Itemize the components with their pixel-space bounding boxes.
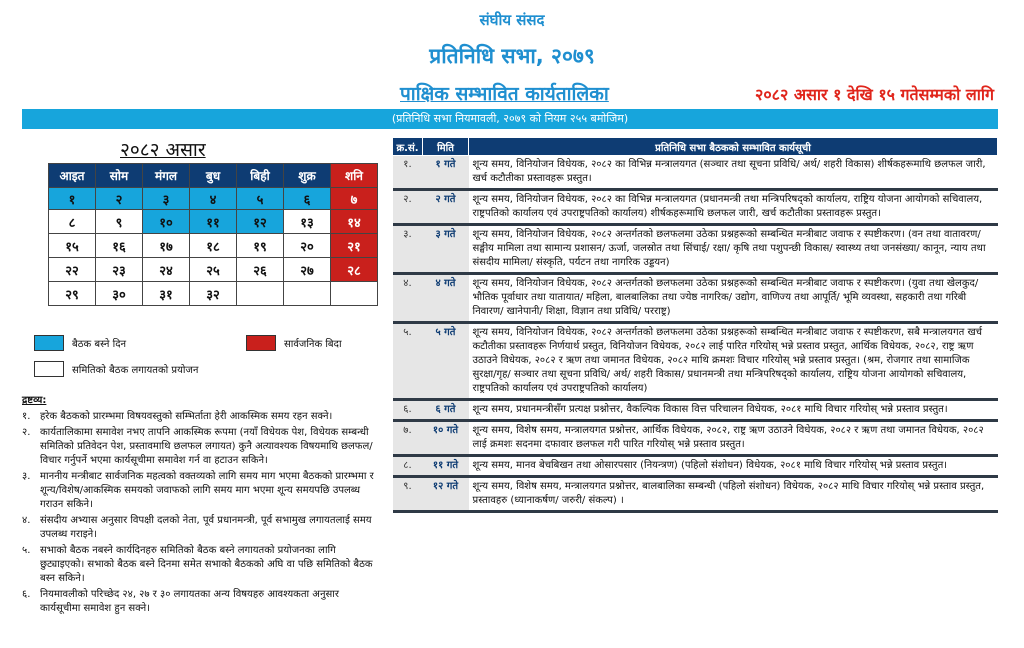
calendar-week [49, 282, 378, 306]
calendar-day: १४ [331, 210, 378, 234]
table-row [393, 456, 998, 477]
weekday-mon: सोम [96, 164, 143, 188]
calendar-day: २९ [49, 282, 96, 306]
calendar-day: १० [143, 210, 190, 234]
calendar-day [237, 282, 284, 306]
calendar-day: ६ [284, 188, 331, 210]
calendar-day: ५ [237, 188, 284, 210]
note-number: ५. [22, 545, 31, 556]
calendar-day [331, 282, 378, 306]
calendar-day: ३२ [190, 282, 237, 306]
row-date: १ गते [423, 156, 469, 190]
row-date: ४ गते [423, 274, 469, 323]
note-text: हरेक बैठकको प्रारम्भमा विषयवस्तुको सम्भिर्ताता हेरी आकस्मिक समय रहन सक्ने। [40, 411, 333, 422]
agenda-header-row [393, 138, 998, 156]
row-agenda: शून्य समय, विशेष समय, मन्त्रालयगत प्रश्नोत्तर, आर्थिक विधेयक, २०८२, राष्ट्र ऋण उठाउने विधेयक, २०८२ र ऋण तथा जमानत विधेयक, २०८२ लाई क्रमशः सदनमा दफावार छलफल गरी पारित गरियोस् भन्ने प्रस्ताव प्रस्तुत। [469, 421, 998, 456]
calendar-week [49, 258, 378, 282]
date-range: २०८२ असार १ देखि १५ गतेसम्मको लागि [755, 85, 994, 104]
table-row [393, 190, 998, 225]
schedule-title: पाक्षिक सम्भावित कार्यतालिका [400, 83, 609, 105]
note-text: सभाको बैठक नबस्ने कार्यदिनहरु समितिको बैठक बस्ने लगायतको प्रयोजनका लागि छुट्याइएको। सभाको बैठक बस्ने दिनमा समेत सभाको बैठकको अघि वा पछि समितिको बैठक बस्न सकिने। [40, 545, 373, 584]
row-agenda: शून्य समय, विनियोजन विधेयक, २०८२ अन्तर्गतको छलफलमा उठेका प्रश्नहरूको सम्बन्धित मन्त्रीबाट जवाफ र स्पष्टीकरण। (वन तथा वातावरण/ सङ्घीय मामिला तथा सामान्य प्रशासन/ ऊर्जा, जलस्रोत तथा सिंचाई/ रक्षा/ कृषि तथा पशुपन्छी विकास/ स्वास्थ्य तथा जनसंख्या/ कानून, न्याय तथा संसदीय मामिला/ संस्कृति, पर्यटन तथा नागरिक उड्डयन) [469, 225, 998, 274]
row-date: ३ गते [423, 225, 469, 274]
row-date: २ गते [423, 190, 469, 225]
row-date: ११ गते [423, 456, 469, 477]
calendar-day: २ [96, 188, 143, 210]
row-agenda: शून्य समय, विनियोजन विधेयक, २०८२ का विभिन्न मन्त्रालयगत (सञ्चार तथा सूचना प्रविधि/ अर्थ/ शहरी विकास) शीर्षकहरूमाथि छलफल जारी, खर्च कटौतीका प्रस्तावहरू प्रस्तुत। [469, 156, 998, 190]
calendar-day: ३० [96, 282, 143, 306]
calendar-day: २१ [331, 234, 378, 258]
note-item [22, 426, 380, 468]
note-number: ६. [22, 589, 31, 600]
table-row [393, 400, 998, 421]
legend-meeting [34, 335, 126, 351]
legend-committee-label: समितिको बैठक लगायतको प्रयोजन [72, 365, 199, 376]
calendar-day: ९ [96, 210, 143, 234]
calendar-day [284, 282, 331, 306]
note-text: संसदीय अभ्यास अनुसार विपक्षी दलको नेता, पूर्व प्रधानमन्त्री, पूर्व सभामुख लगायतलाई समय उपलब्ध गराइने। [40, 515, 372, 540]
weekday-fri: शुक्र [284, 164, 331, 188]
calendar-day: १२ [237, 210, 284, 234]
table-row [393, 156, 998, 190]
notes-section [22, 394, 380, 618]
row-serial: ५. [393, 323, 423, 400]
legend-committee [34, 361, 198, 377]
row-agenda: शून्य समय, विशेष समय, मन्त्रालयगत प्रश्नोत्तर, बालबालिका सम्बन्धी (पहिलो संशोधन) विधेयक, २०८२ माथि विचार गरियोस् भन्ने प्रस्ताव प्रस्तुत, प्रस्तावहरु (ध्यानाकर्षण/ जरुरी/ संकल्प) । [469, 477, 998, 512]
note-item [22, 588, 380, 616]
table-row [393, 421, 998, 456]
table-row [393, 477, 998, 512]
weekday-wed: बुध [190, 164, 237, 188]
note-number: ४. [22, 515, 31, 526]
row-agenda: शून्य समय, मानव बेचबिखन तथा ओसारपसार (नियन्त्रण) (पहिलो संशोधन) विधेयक, २०८१ माथि विचार गरियोस् भन्ने प्रस्ताव प्रस्तुत। [469, 456, 998, 477]
row-date: ६ गते [423, 400, 469, 421]
calendar-day: ७ [331, 188, 378, 210]
table-row [393, 323, 998, 400]
legend-holiday [246, 335, 342, 351]
row-serial: ९. [393, 477, 423, 512]
note-item [22, 544, 380, 586]
row-serial: ६. [393, 400, 423, 421]
calendar-day: २३ [96, 258, 143, 282]
col-serial: क्र.सं. [393, 138, 423, 156]
note-text: माननीय मन्त्रीबाट सार्वजनिक महत्वको वक्तव्यको लागि समय माग भएमा बैठकको प्रारम्भमा र शून्य/विशेष/आकस्मिक समयको जवाफको लागि समय माग भएमा शून्य समयपछि उपलब्ध गराउन सकिने। [40, 471, 374, 510]
rule-banner: (प्रतिनिधि सभा नियमावली, २०७९ को नियम २५५ बमोजिम) [22, 109, 998, 129]
calendar-day: १८ [190, 234, 237, 258]
table-row [393, 274, 998, 323]
row-serial: ८. [393, 456, 423, 477]
calendar-week [49, 188, 378, 210]
row-date: १० गते [423, 421, 469, 456]
month-calendar [48, 163, 378, 306]
row-agenda: शून्य समय, विनियोजन विधेयक, २०८२ अन्तर्गतको छलफलमा उठेका प्रश्नहरूको सम्बन्धित मन्त्रीबाट जवाफ र स्पष्टीकरण। (युवा तथा खेलकुद/ भौतिक पूर्वाधार तथा यातायात/ महिला, बालबालिका तथा ज्येष्ठ नागरिक/ उद्योग, वाणिज्य तथा आपूर्ति/ भूमि व्यवस्था, सहकारी तथा गरिबी निवारण/ खानेपानी/ शिक्षा, विज्ञान तथा प्रविधि/ परराष्ट्र) [469, 274, 998, 323]
calendar-day: २२ [49, 258, 96, 282]
weekday-tue: मंगल [143, 164, 190, 188]
calendar-day: ४ [190, 188, 237, 210]
note-item [22, 410, 380, 424]
calendar-day: १६ [96, 234, 143, 258]
calendar-day: २० [284, 234, 331, 258]
parliament-name: संघीय संसद [479, 11, 545, 29]
legend-meeting-label: बैठक बस्ने दिन [72, 339, 127, 350]
notes-list [22, 410, 380, 616]
note-number: १. [22, 411, 31, 422]
notes-title: द्रष्टव्य: [22, 395, 47, 406]
house-title: प्रतिनिधि सभा, २०७९ [429, 44, 595, 68]
row-date: ५ गते [423, 323, 469, 400]
legend-holiday-label: सार्वजनिक बिदा [284, 339, 342, 350]
legend-swatch-red [246, 335, 276, 351]
calendar-title: २०८२ असार [120, 139, 206, 161]
weekday-sun: आइत [49, 164, 96, 188]
calendar-day: २६ [237, 258, 284, 282]
row-agenda: शून्य समय, विनियोजन विधेयक, २०८२ का विभिन्न मन्त्रालयगत (प्रधानमन्त्री तथा मन्त्रिपरिषद्को कार्यालय, राष्ट्रिय योजना आयोगको सचिवालय, राष्ट्रपतिको कार्यालय एवं उपराष्ट्रपतिको कार्यालय) शीर्षकहरूमाथि छलफल जारी, खर्च कटौतीका प्रस्तावहरू प्रस्तुत। [469, 190, 998, 225]
row-serial: ३. [393, 225, 423, 274]
calendar-day: १३ [284, 210, 331, 234]
calendar-weekday-row [49, 164, 378, 188]
note-text: नियमावलीको परिच्छेद २४, २७ र ३० लगायतका अन्य विषयहरु आवश्यकता अनुसार कार्यसूचीमा समावेश हुन सक्ने। [40, 589, 339, 614]
col-agenda: प्रतिनिधि सभा बैठकको सम्भावित कार्यसूची [469, 138, 998, 156]
note-item [22, 514, 380, 542]
calendar-day: ३ [143, 188, 190, 210]
calendar-week [49, 210, 378, 234]
table-row [393, 225, 998, 274]
row-serial: १. [393, 156, 423, 190]
calendar-day: १ [49, 188, 96, 210]
calendar-day: ३१ [143, 282, 190, 306]
note-item [22, 470, 380, 512]
note-text: कार्यतालिकामा समावेश नभए तापनि आकस्मिक रूपमा (नयाँ विधेयक पेश, विधेयक सम्बन्धी समितिको प्रतिवेदन पेश, प्रस्तावमाथि छलफल लगायत) कुनै अत्यावश्यक विषयमाथि छलफल/विचार गर्नुपर्ने भएमा कार्यसूचीमा समावेश गर्न वा हटाउन सकिने। [40, 427, 373, 466]
legend-swatch-white [34, 361, 64, 377]
calendar-day: ८ [49, 210, 96, 234]
calendar-day: १७ [143, 234, 190, 258]
calendar-day: २८ [331, 258, 378, 282]
row-serial: ४. [393, 274, 423, 323]
calendar-day: ११ [190, 210, 237, 234]
row-serial: २. [393, 190, 423, 225]
calendar-day: २४ [143, 258, 190, 282]
calendar-week [49, 234, 378, 258]
row-serial: ७. [393, 421, 423, 456]
row-date: १२ गते [423, 477, 469, 512]
row-agenda: शून्य समय, विनियोजन विधेयक, २०८२ अन्तर्गतको छलफलमा उठेका प्रश्नहरूको सम्बन्धित मन्त्रीबाट जवाफ र स्पष्टीकरण, सबै मन्त्रालयगत खर्च कटौतीका प्रस्तावहरू निर्णयार्थ प्रस्तुत, विनियोजन विधेयक, २०८२ लाई पारित गरियोस् भन्ने प्रस्ताव प्रस्तुत, आर्थिक विधेयक, २०८२, राष्ट्र ऋण उठाउने विधेयक, २०८२ र ऋण तथा जमानत विधेयक, २०८२ माथि क्रमशः विचार गरियोस् भन्ने प्रस्ताव प्रस्तुत। (श्रम, रोजगार तथा सामाजिक सुरक्षा/गृह/ सञ्चार तथा सूचना प्रविधि/ अर्थ/ शहरी विकास/ प्रधानमन्त्री तथा मन्त्रिपरिषद्को कार्यालय, राष्ट्रिय योजना आयोगको सचिवालय, राष्ट्रपतिको कार्यालय एवं उपराष्ट्रपतिको कार्यालय) [469, 323, 998, 400]
agenda-table [392, 137, 998, 513]
weekday-sat: शनि [331, 164, 378, 188]
row-agenda: शून्य समय, प्रधानमन्त्रीसँग प्रत्यक्ष प्रश्नोत्तर, वैकल्पिक विकास वित्त परिचालन विधेयक, २०८१ माथि विचार गरियोस् भन्ने प्रस्ताव प्रस्तुत। [469, 400, 998, 421]
legend-swatch-blue [34, 335, 64, 351]
col-date: मिति [423, 138, 469, 156]
calendar-day: २५ [190, 258, 237, 282]
note-number: ३. [22, 471, 31, 482]
note-number: २. [22, 427, 31, 438]
calendar-day: २७ [284, 258, 331, 282]
calendar-day: १९ [237, 234, 284, 258]
calendar-day: १५ [49, 234, 96, 258]
weekday-thu: बिही [237, 164, 284, 188]
